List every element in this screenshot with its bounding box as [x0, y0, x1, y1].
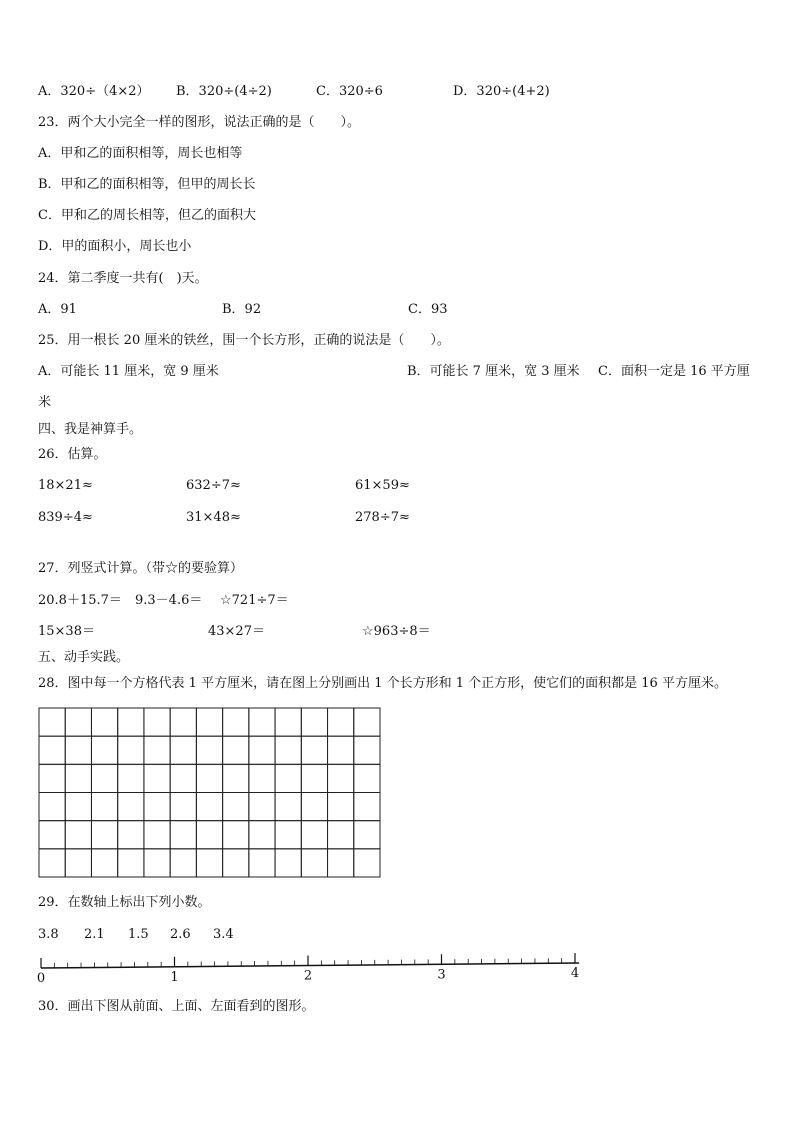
q26-expr-1: 18×21≈: [38, 478, 93, 493]
q25-stem: 25．用一根长 20 厘米的铁丝，围一个长方形，正确的说法是（ ）。: [38, 333, 450, 348]
number-line-label: 4: [570, 966, 580, 982]
q24-option-c: C．93: [408, 302, 448, 317]
q27-stem: 27．列竖式计算。（带☆的要验算）: [38, 561, 244, 576]
grid-cell[interactable]: [196, 708, 222, 736]
grid-cell[interactable]: [91, 793, 117, 821]
section-5-heading: 五、动手实践。: [38, 650, 130, 665]
grid-cell[interactable]: [249, 708, 275, 736]
grid-cell[interactable]: [65, 708, 91, 736]
number-line-label: 0: [36, 971, 46, 986]
grid-cell[interactable]: [170, 708, 196, 736]
grid-cell[interactable]: [39, 821, 65, 849]
grid-cell[interactable]: [223, 793, 249, 821]
q24-stem: 24．第二季度一共有( )天。: [38, 271, 208, 286]
grid-cell[interactable]: [275, 821, 301, 849]
grid-cell[interactable]: [328, 849, 354, 877]
grid-cell[interactable]: [328, 708, 354, 736]
grid-cell[interactable]: [65, 764, 91, 792]
grid-cell[interactable]: [223, 736, 249, 764]
grid-cell[interactable]: [275, 764, 301, 792]
grid-cell[interactable]: [118, 736, 144, 764]
grid-cell[interactable]: [65, 849, 91, 877]
grid-cell[interactable]: [144, 708, 170, 736]
grid-cell[interactable]: [249, 764, 275, 792]
q26-expr-6: 278÷7≈: [355, 510, 410, 525]
grid-cell[interactable]: [354, 793, 380, 821]
grid-cell[interactable]: [301, 793, 327, 821]
q23-option-d: D．甲的面积小，周长也小: [38, 239, 192, 254]
q27-expr-2: 9.3－4.6＝: [135, 593, 203, 608]
grid-cell[interactable]: [39, 849, 65, 877]
grid-cell[interactable]: [196, 736, 222, 764]
grid-cell[interactable]: [91, 764, 117, 792]
q26-expr-5: 31×48≈: [186, 510, 241, 525]
grid-cell[interactable]: [91, 736, 117, 764]
q29-stem: 29．在数轴上标出下列小数。: [38, 895, 211, 910]
grid-cell[interactable]: [354, 708, 380, 736]
grid-cell[interactable]: [118, 764, 144, 792]
grid-cell[interactable]: [170, 764, 196, 792]
grid-cell[interactable]: [39, 736, 65, 764]
grid-cell[interactable]: [328, 764, 354, 792]
q30-stem: 30．画出下图从前面、上面、左面看到的图形。: [38, 999, 315, 1014]
grid-cell[interactable]: [118, 793, 144, 821]
grid-cell[interactable]: [118, 821, 144, 849]
q26-expr-3: 61×59≈: [355, 478, 410, 493]
number-line-label: 1: [170, 969, 179, 985]
grid-cell[interactable]: [91, 821, 117, 849]
q23-stem: 23．两个大小完全一样的图形，说法正确的是（ ）。: [38, 115, 361, 130]
section-4-heading: 四、我是神算手。: [38, 422, 143, 437]
grid-cell[interactable]: [275, 736, 301, 764]
grid-cell[interactable]: [275, 708, 301, 736]
q23-option-a: A．甲和乙的面积相等，周长也相等: [38, 146, 243, 161]
q27-expr-3: ☆721÷7＝: [220, 593, 289, 608]
grid-cell[interactable]: [301, 708, 327, 736]
grid-cell[interactable]: [196, 849, 222, 877]
grid-cell[interactable]: [223, 764, 249, 792]
grid-cell[interactable]: [354, 849, 380, 877]
q29-decimal-2: 2.1: [84, 927, 105, 942]
number-line-label: 2: [303, 968, 313, 984]
q22-option-d: D．320÷(4+2): [453, 84, 550, 99]
grid-cell[interactable]: [144, 764, 170, 792]
grid-cell[interactable]: [144, 793, 170, 821]
grid-cell[interactable]: [223, 708, 249, 736]
number-line[interactable]: [30, 950, 590, 990]
number-line-label: 3: [437, 967, 446, 983]
q26-expr-4: 839÷4≈: [38, 510, 93, 525]
grid-cell[interactable]: [354, 821, 380, 849]
number-line-axis: [41, 963, 579, 968]
grid-cell[interactable]: [65, 793, 91, 821]
grid-cell[interactable]: [354, 764, 380, 792]
grid-cell[interactable]: [118, 849, 144, 877]
grid-cell[interactable]: [196, 793, 222, 821]
q23-option-c: C．甲和乙的周长相等，但乙的面积大: [38, 208, 256, 223]
q29-decimal-5: 3.4: [213, 927, 234, 942]
q24-option-b: B．92: [222, 302, 262, 317]
q27-expr-6: ☆963÷8＝: [362, 624, 431, 639]
q26-stem: 26．估算。: [38, 447, 107, 462]
grid-cell[interactable]: [249, 736, 275, 764]
grid-cell[interactable]: [328, 736, 354, 764]
q24-option-a: A．91: [38, 302, 77, 317]
q25-option-b: B．可能长 7 厘米，宽 3 厘米: [407, 364, 580, 379]
grid-cell[interactable]: [170, 736, 196, 764]
grid-cell[interactable]: [39, 793, 65, 821]
q25-option-c: C．面积一定是 16 平方厘: [598, 364, 750, 379]
grid-cell[interactable]: [328, 821, 354, 849]
q29-decimal-1: 3.8: [38, 927, 59, 942]
q29-decimal-3: 1.5: [128, 927, 149, 942]
q27-expr-5: 43×27＝: [208, 624, 265, 639]
grid-cell[interactable]: [118, 708, 144, 736]
grid-cell[interactable]: [301, 821, 327, 849]
grid-cell[interactable]: [196, 764, 222, 792]
q25-option-c-wrap: 米: [38, 395, 52, 410]
grid-cell[interactable]: [170, 793, 196, 821]
grid-cell[interactable]: [301, 736, 327, 764]
grid-cell[interactable]: [249, 821, 275, 849]
grid-cell[interactable]: [196, 821, 222, 849]
grid-cell[interactable]: [223, 849, 249, 877]
grid-cell[interactable]: [91, 708, 117, 736]
grid-cell[interactable]: [170, 849, 196, 877]
q25-option-a: A．可能长 11 厘米，宽 9 厘米: [38, 364, 219, 379]
grid-cell[interactable]: [39, 708, 65, 736]
grid-cell[interactable]: [275, 849, 301, 877]
q22-option-c: C．320÷6: [316, 84, 383, 99]
grid-cell[interactable]: [249, 849, 275, 877]
grid-cell[interactable]: [91, 849, 117, 877]
square-grid[interactable]: [38, 707, 382, 879]
grid-cell[interactable]: [301, 764, 327, 792]
grid-cell[interactable]: [249, 793, 275, 821]
grid-cell[interactable]: [170, 821, 196, 849]
grid-cell[interactable]: [39, 764, 65, 792]
grid-cell[interactable]: [354, 736, 380, 764]
grid-cell[interactable]: [65, 736, 91, 764]
q23-option-b: B．甲和乙的面积相等，但甲的周长长: [38, 177, 256, 192]
q27-expr-4: 15×38＝: [38, 624, 95, 639]
q29-decimal-4: 2.6: [170, 927, 191, 942]
grid-cell[interactable]: [65, 821, 91, 849]
q26-expr-2: 632÷7≈: [186, 478, 241, 493]
q22-option-b: B．320÷(4÷2): [176, 84, 272, 99]
grid-cell[interactable]: [301, 849, 327, 877]
q28-stem: 28．图中每一个方格代表 1 平方厘米，请在图上分别画出 1 个长方形和 1 个正方形，使它们的面积都是 16 平方厘米。: [38, 676, 727, 691]
q27-expr-1: 20.8＋15.7＝: [38, 593, 122, 608]
q22-option-a: A．320÷（4×2）: [38, 84, 150, 99]
grid-cell[interactable]: [328, 793, 354, 821]
grid-cell[interactable]: [275, 793, 301, 821]
grid-cell[interactable]: [144, 821, 170, 849]
grid-cell[interactable]: [144, 736, 170, 764]
grid-cell[interactable]: [223, 821, 249, 849]
grid-cell[interactable]: [144, 849, 170, 877]
